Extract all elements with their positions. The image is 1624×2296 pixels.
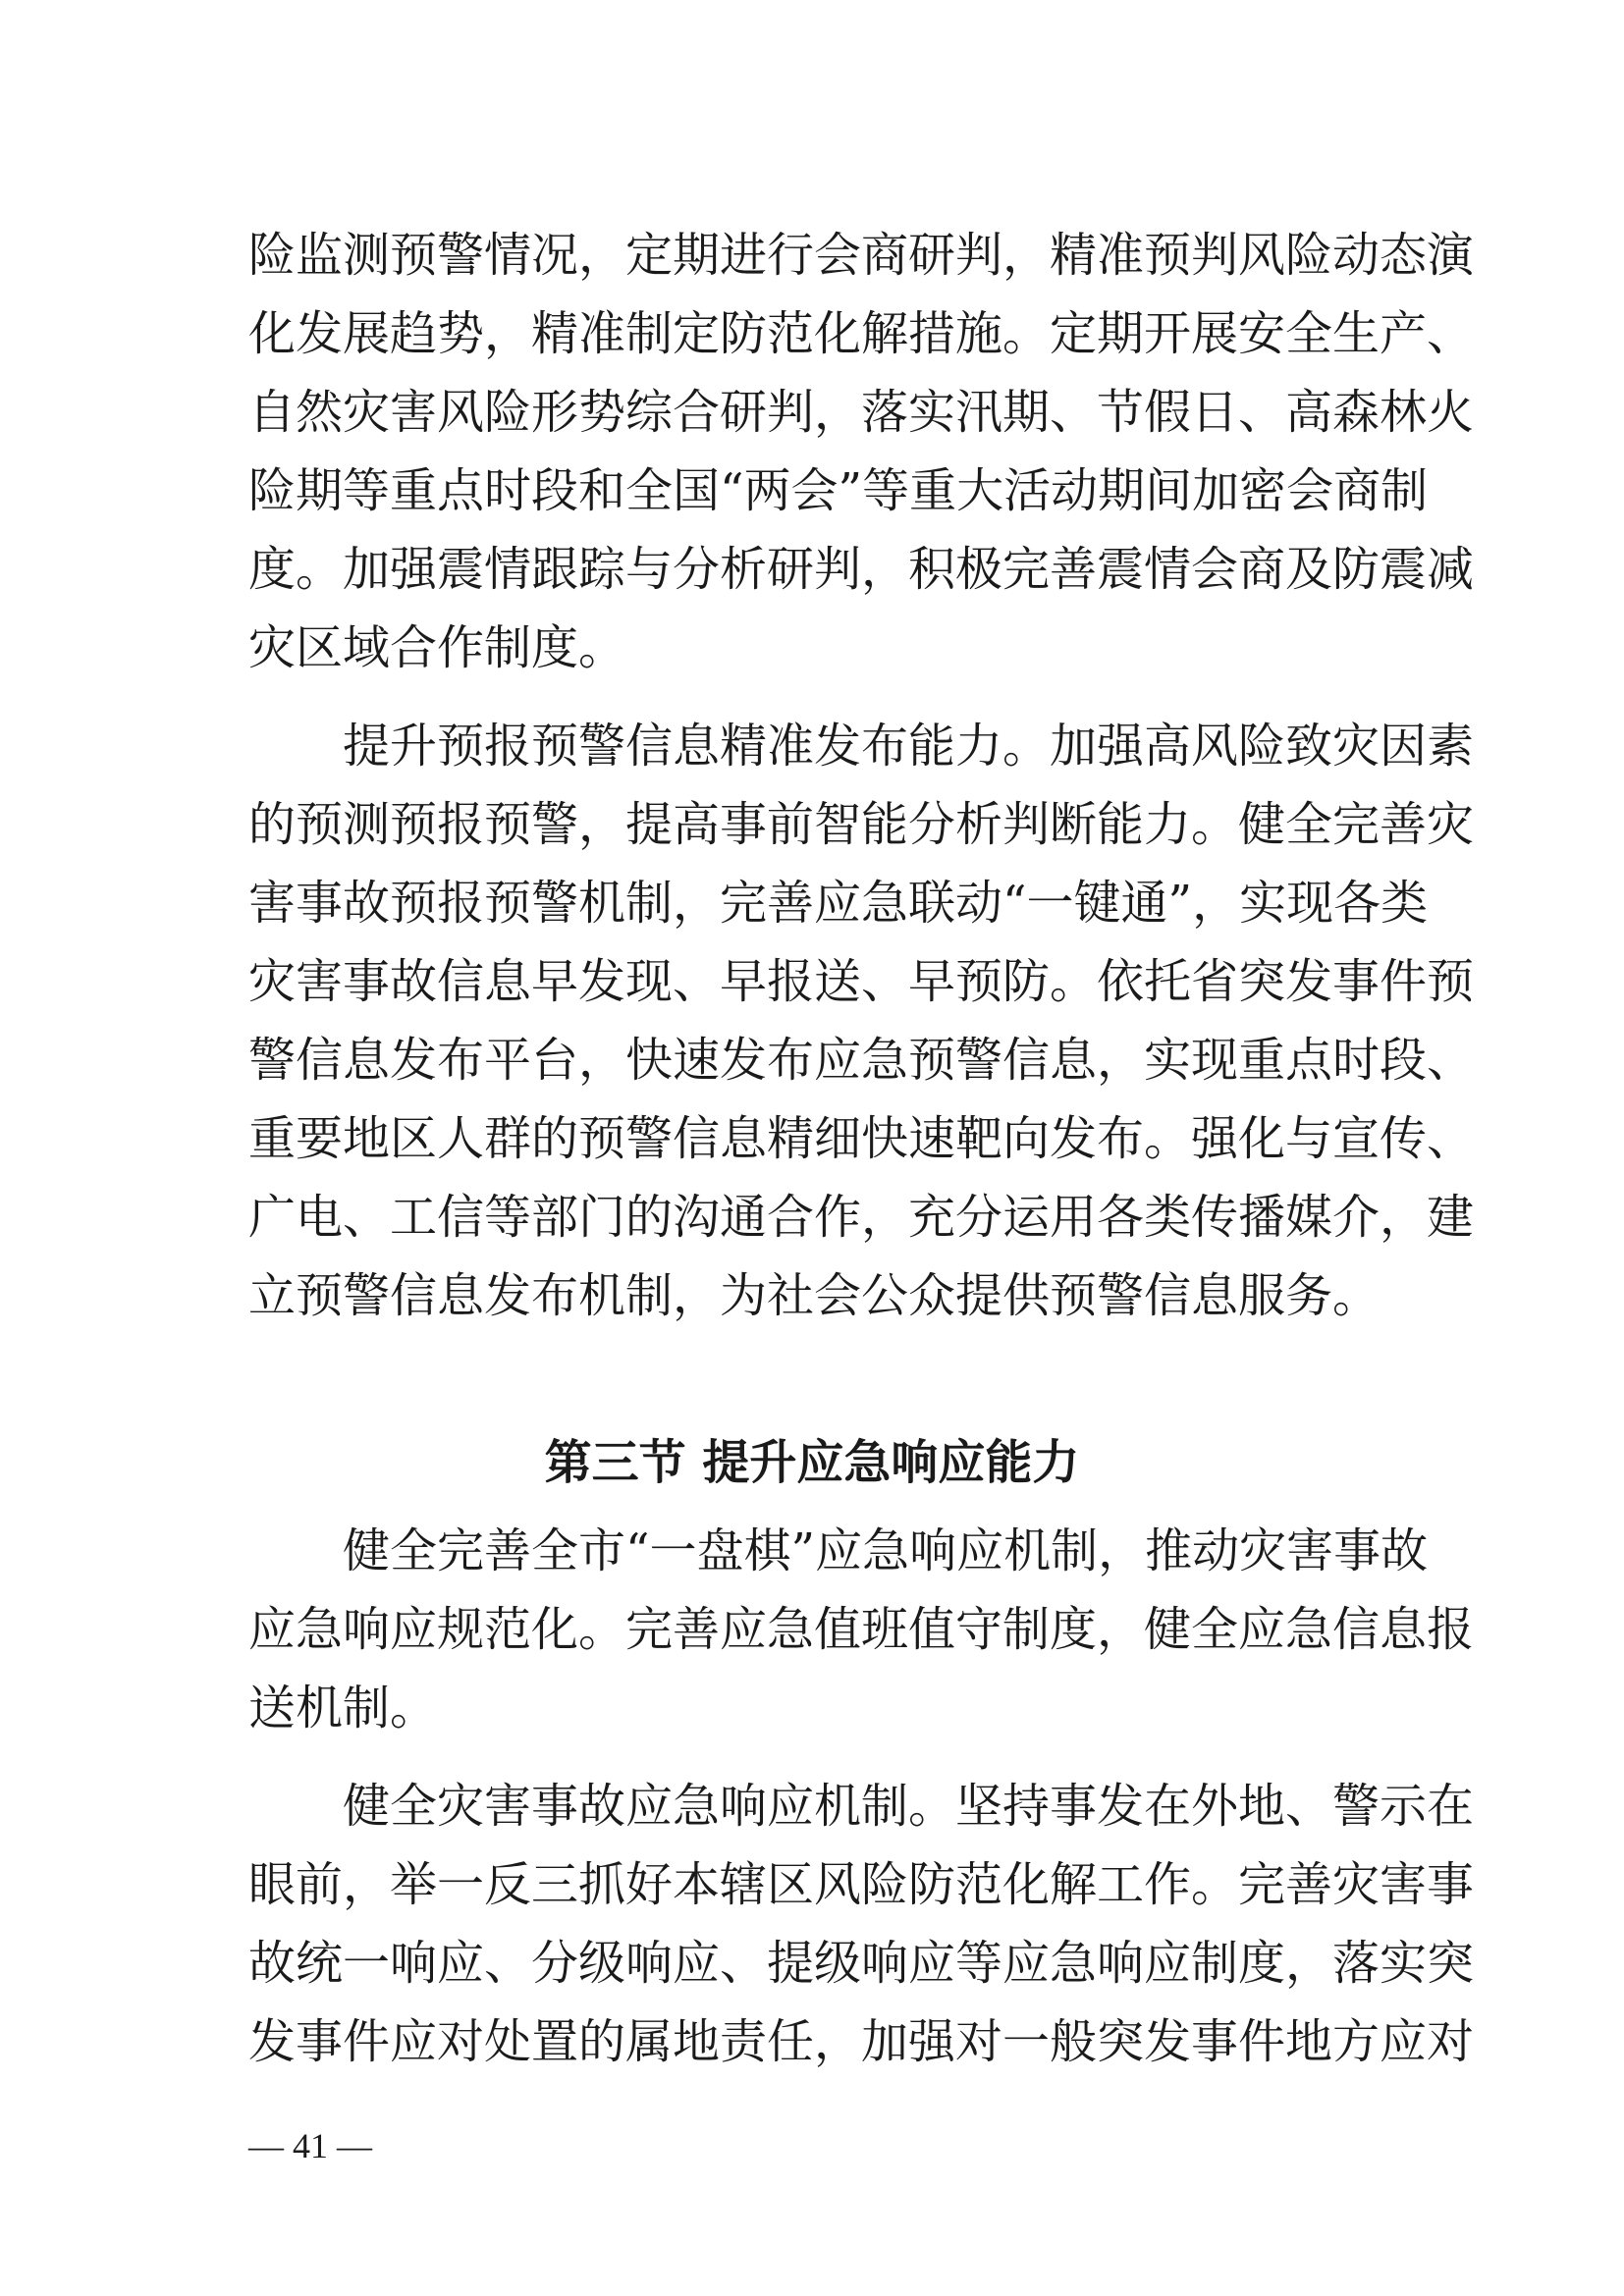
text-line: 度。加强震情跟踪与分析研判，积极完善震情会商及防震减 — [248, 542, 1475, 597]
text-line: 险监测预警情况，定期进行会商研判，精准预判风险动态演 — [248, 228, 1475, 283]
text-line: 重要地区人群的预警信息精细快速靶向发布。强化与宣传、 — [248, 1111, 1475, 1166]
text-line: 立预警信息发布机制，为社会公众提供预警信息服务。 — [248, 1268, 1380, 1323]
text-line: 健全完善全市“一盘棋”应急响应机制，推动灾害事故 — [343, 1523, 1429, 1578]
text-line: 的预测预报预警，提高事前智能分析判断能力。健全完善灾 — [248, 797, 1475, 852]
text-line: 健全灾害事故应急响应机制。坚持事发在外地、警示在 — [343, 1779, 1475, 1834]
text-line: 化发展趋势，精准制定防范化解措施。定期开展安全生产、 — [248, 306, 1475, 361]
text-line: 发事件应对处置的属地责任，加强对一般突发事件地方应对 — [248, 2014, 1475, 2069]
text-line: 眼前，举一反三抓好本辖区风险防范化解工作。完善灾害事 — [248, 1857, 1475, 1912]
text-line: 自然灾害风险形势综合研判，落实汛期、节假日、高森林火 — [248, 385, 1475, 440]
page-number: — 41 — — [248, 2126, 372, 2165]
section-heading: 第三节 提升应急响应能力 — [544, 1435, 1080, 1490]
text-line: 灾害事故信息早发现、早报送、早预防。依托省突发事件预 — [248, 954, 1475, 1009]
text-line: 广电、工信等部门的沟通合作，充分运用各类传播媒介，建 — [248, 1190, 1475, 1245]
text-line: 送机制。 — [248, 1681, 438, 1735]
text-line: 提升预报预警信息精准发布能力。加强高风险致灾因素 — [343, 719, 1475, 774]
text-line: 灾区域合作制度。 — [248, 620, 626, 675]
text-line: 害事故预报预警机制，完善应急联动“一键通”，实现各类 — [248, 876, 1429, 931]
text-line: 故统一响应、分级响应、提级响应等应急响应制度，落实突 — [248, 1936, 1475, 1991]
text-line: 应急响应规范化。完善应急值班值守制度，健全应急信息报 — [248, 1602, 1475, 1657]
text-line: 警信息发布平台，快速发布应急预警信息，实现重点时段、 — [248, 1033, 1475, 1088]
text-line: 险期等重点时段和全国“两会”等重大活动期间加密会商制 — [248, 463, 1429, 518]
